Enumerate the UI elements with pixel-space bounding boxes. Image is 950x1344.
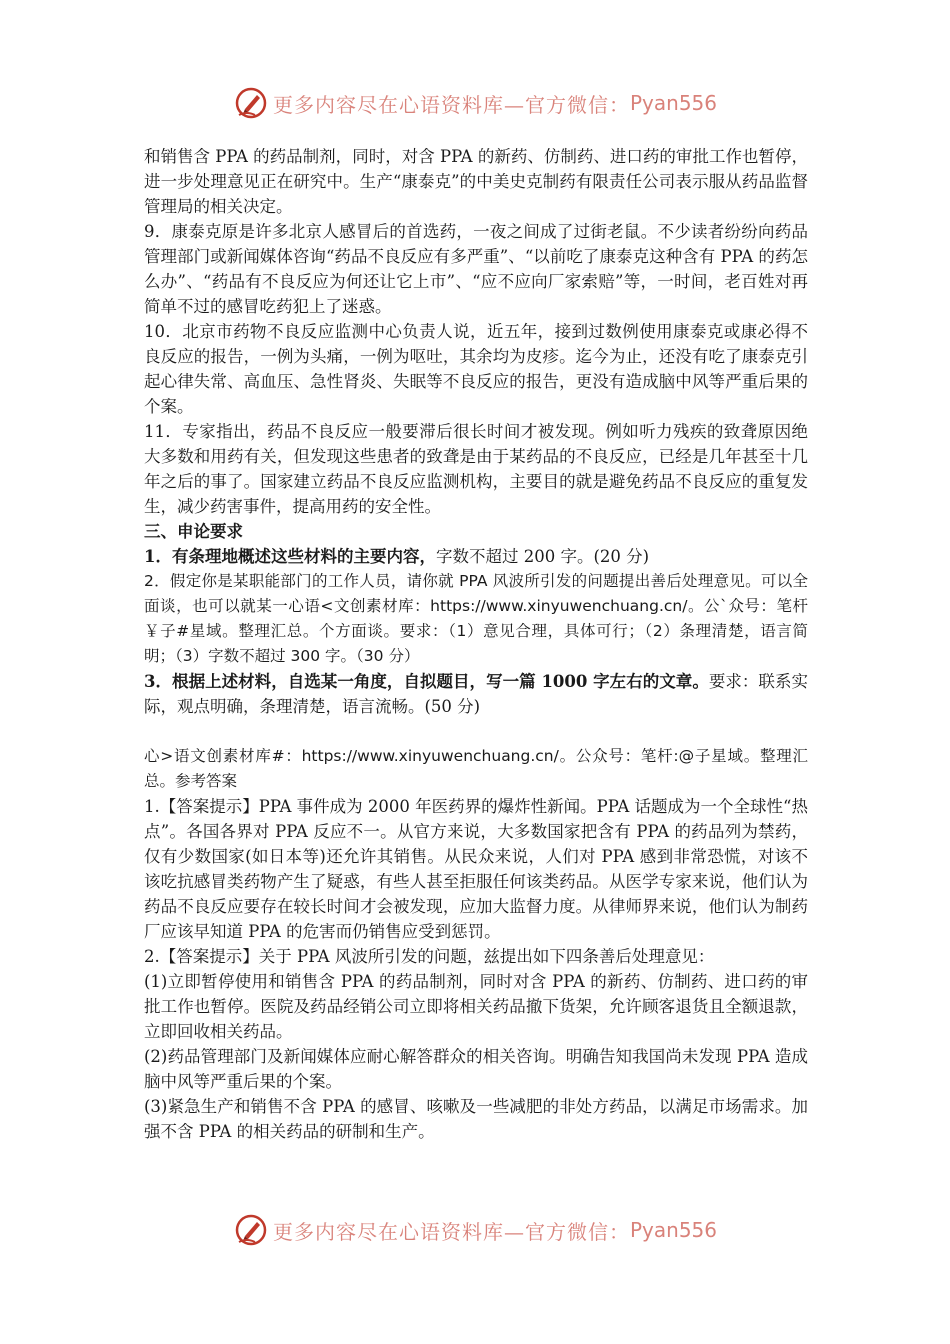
spacer bbox=[144, 719, 808, 744]
answer-2-item-3: (3)紧急生产和销售不含 PPA 的感冒、咳嗽及一些减肥的非处方药品，以满足市场需求。加强不含 PPA 的相关药品的研制和生产。 bbox=[144, 1097, 808, 1141]
answer-2: 2.【答案提示】关于 PPA 风波所引发的问题，兹提出如下四条善后处理意见： bbox=[144, 947, 715, 966]
footer-banner bbox=[0, 1210, 950, 1250]
paragraph-9: 9．康泰克原是许多北京人感冒后的首选药，一夜之间成了过街老鼠。不少读者纷纷向药品管理部门或新闻媒体咨询“药品不良反应有多严重”、“以前吃了康泰克这种含有 PPA 的药怎么办”、“药品有不良反应为何还让它上市”、“应不应向厂家索赔”等，一时间，老百姓对再简单不过的感冒吃药犯上了迷惑。 bbox=[144, 222, 808, 316]
paragraph-continued: 和销售含 PPA 的药品制剂，同时，对含 PPA 的新药、仿制药、进口药的审批工作也暂停，进一步处理意见正在研究中。生产“康泰克”的中美史克制药有限责任公司表示服从药品监督管理局的相关决定。 bbox=[144, 147, 808, 216]
question-3 bbox=[144, 669, 808, 719]
pen-logo-icon bbox=[233, 1212, 269, 1248]
reference-answer-heading: 心>语文创素材库#：https://www.xinyuwenchuang.cn/。公众号：笔杆:@子星域。整理汇总。参考答案 bbox=[144, 747, 808, 790]
answer-2-item-1: (1)立即暂停使用和销售含 PPA 的药品制剂，同时对含 PPA 的新药、仿制药、进口药的审批工作也暂停。医院及药品经销公司立即将相关药品撤下货架，允许顾客退货且全额退款，立即回收相关药品。 bbox=[144, 972, 808, 1041]
question-3-bold: 3．根据上述材料，自选某一角度，自拟题目，写一篇 1000 字左右的文章。 bbox=[144, 672, 709, 691]
question-2: 2．假定你是某职能部门的工作人员，请你就 PPA 风波所引发的问题提出善后处理意见。可以全面谈，也可以就某一心语<文创素材库：https://www.xinyuwenchuang.cn/。公`众号：笔杆￥子#星域。整理汇总。个方面谈。要求：（1）意见合理，具体可行；（2）条理清楚，语言简明；（3）字数不超过 300 字。（30 分） bbox=[144, 572, 808, 665]
paragraph-10: 10．北京市药物不良反应监测中心负责人说，近五年，接到过数例使用康泰克或康必得不良反应的报告，一例为头痛，一例为呕吐，其余均为皮疹。迄今为止，还没有吃了康泰克引起心律失常、高血压、急性肾炎、失眠等不良反应的报告，更没有造成脑中风等严重后果的个案。 bbox=[144, 322, 808, 416]
answer-2-item-2: (2)药品管理部门及新闻媒体应耐心解答群众的相关咨询。明确告知我国尚未发现 PPA 造成脑中风等严重后果的个案。 bbox=[144, 1047, 808, 1091]
answer-1: 1.【答案提示】PPA 事件成为 2000 年医药界的爆炸性新闻。PPA 话题成为一个全球性“热点”。各国各界对 PPA 反应不一。从官方来说，大多数国家把含有 PPA 的药品列为禁药，仅有少数国家(如日本等)还允许其销售。从民众来说，人们对 PPA 感到非常恐慌，对该不该吃抗感冒类药物产生了疑惑，有些人甚至拒服任何该类药品。从医学专家来说，他们认为药品不良反应要存在较长时间才会被发现，应加大监督力度。从律师界来说，他们认为制药厂应该早知道 PPA 的危害而仍销售应受到惩罚。 bbox=[144, 797, 808, 941]
question-1 bbox=[144, 544, 808, 569]
header-banner bbox=[0, 83, 950, 123]
banner-wechat: Pyan556 bbox=[629, 1218, 717, 1242]
paragraph-11: 11．专家指出，药品不良反应一般要滞后很长时间才被发现。例如听力残疾的致聋原因绝大多数和用药有关，但发现这些患者的致聋是由于某药品的不良反应，已经是几年甚至十几年之后的事了。国家建立药品不良反应监测机构，主要目的就是避免药品不良反应的重复发生，减少药害事件，提高用药的安全性。 bbox=[144, 422, 808, 516]
banner-text: 更多内容尽在心语资料库—官方微信： bbox=[272, 1219, 630, 1244]
pen-logo-icon bbox=[233, 85, 269, 121]
question-1-rest: 字数不超过 200 字。(20 分) bbox=[435, 547, 650, 566]
section-heading: 三、申论要求 bbox=[144, 522, 243, 541]
document-body bbox=[144, 144, 808, 1144]
question-3-rest: 要求：联系实际，观点明确，条理清楚，语言流畅。(50 分) bbox=[144, 672, 808, 716]
banner-text: 更多内容尽在心语资料库—官方微信： bbox=[272, 92, 630, 117]
question-1-bold: 1．有条理地概述这些材料的主要内容， bbox=[144, 547, 436, 566]
banner-wechat: Pyan556 bbox=[629, 91, 717, 115]
